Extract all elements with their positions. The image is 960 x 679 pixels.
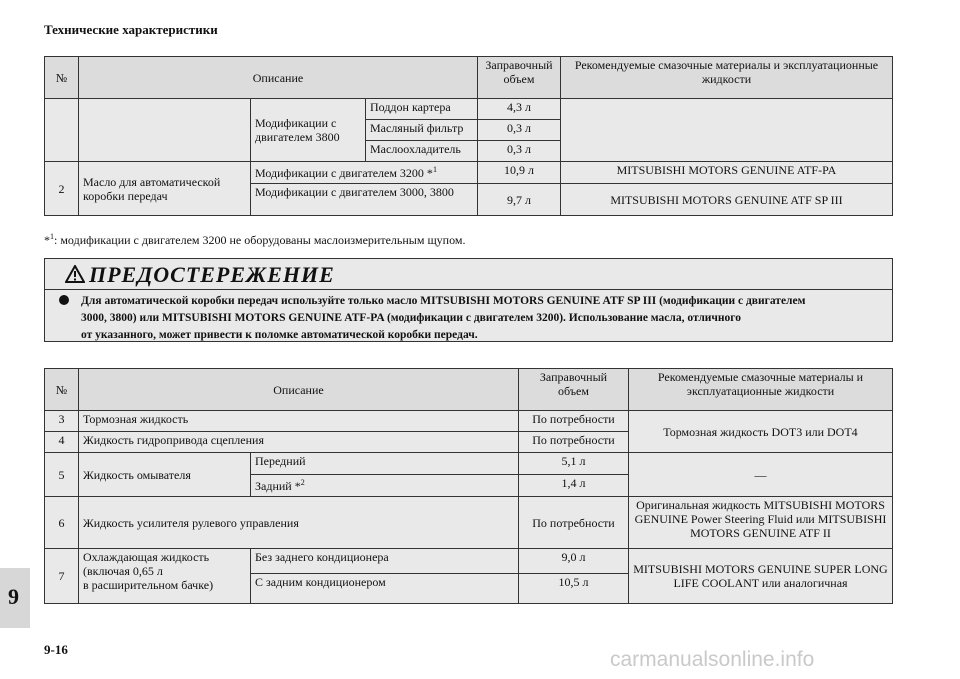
cell-washer-front-volume: 5,1 л: [519, 453, 629, 475]
cell-num-6: 6: [45, 497, 79, 549]
cell-clutch-description: Жидкость гидропривода сцепления: [79, 432, 519, 453]
cell-steering-volume: По потребности: [519, 497, 629, 549]
cell-coolant-description: Охлаждающая жидкость (включая 0,65 л в расширительном бачке): [79, 549, 251, 604]
cell-num-7: 7: [45, 549, 79, 604]
cell-num-5: 5: [45, 453, 79, 497]
footnote-1: *$^1$: модификации с двигателем 3200 не оборудованы маслоизмерительным щупом.: [44, 232, 466, 247]
cell-atf-volume-3000-3800: 9,7 л: [478, 184, 561, 216]
page-header-title: Технические характеристики: [44, 22, 218, 37]
warning-line-1: Для автоматической коробки передач используйте только масло MITSUBISHI MOTORS GENUINE ATF SP III (модификации с двигателем: [81, 295, 806, 307]
cell-steering-description: Жидкость усилителя рулевого управления: [79, 497, 519, 549]
cell-empty-num: [45, 99, 79, 162]
cell-brake-volume: По потребности: [519, 411, 629, 432]
spec-table-fluids: [44, 368, 893, 604]
cell-atf-fluid-pa: MITSUBISHI MOTORS GENUINE ATF-PA: [561, 162, 893, 184]
warning-line-2: 3000, 3800) или MITSUBISHI MOTORS GENUINE ATF-PA (модификации с двигателем 3200). Использование масла, отличного: [81, 312, 741, 324]
cell-num-3: 3: [45, 411, 79, 432]
cell-atf-mod-3000-3800: Модификации с двигателем 3000, 3800: [251, 184, 478, 216]
col-header-volume: Заправочный объем: [478, 57, 561, 99]
cell-steering-fluid: Оригинальная жидкость MITSUBISHI MOTORS GENUINE Power Steering Fluid или MITSUBISHI MOTORS GENUINE ATF II: [629, 497, 893, 549]
cell-atf-fluid-sp3: MITSUBISHI MOTORS GENUINE ATF SP III: [561, 184, 893, 216]
cell-volume-sump: 4,3 л: [478, 99, 561, 120]
cell-coolant-no-rear-ac: Без заднего кондиционера: [251, 549, 519, 574]
cell-coolant-no-rear-ac-volume: 9,0 л: [519, 549, 629, 574]
cell-num-4: 4: [45, 432, 79, 453]
cell-part-sump: Поддон картера: [366, 99, 478, 120]
cell-washer-front: Передний: [251, 453, 519, 475]
col-header-materials: Рекомендуемые смазочные материалы и эксплуатационные жидкости: [561, 57, 893, 99]
cell-brake-fluid: Тормозная жидкость DOT3 или DOT4: [629, 411, 893, 453]
cell-washer-fluid: —: [629, 453, 893, 497]
col-header-volume-2: Заправочный объем: [519, 369, 629, 411]
section-tab: 9: [0, 568, 30, 628]
cell-num-2: 2: [45, 162, 79, 216]
cell-atf-volume-3200: 10,9 л: [478, 162, 561, 184]
cell-coolant-rear-ac-volume: 10,5 л: [519, 574, 629, 604]
warning-title: ПРЕДОСТЕРЕЖЕНИЕ: [89, 262, 335, 287]
spec-table-oil: [44, 56, 893, 216]
cell-atf-mod-3200: Модификации с двигателем 3200 *$^1$: [251, 162, 478, 184]
warning-box: [44, 258, 893, 342]
col-header-description-2: Описание: [79, 369, 519, 411]
cell-washer-rear-volume: 1,4 л: [519, 475, 629, 497]
page-number: 9-16: [44, 642, 68, 657]
cell-brake-description: Тормозная жидкость: [79, 411, 519, 432]
warning-triangle-icon: [65, 265, 85, 288]
bullet-icon: [59, 295, 69, 305]
cell-coolant-fluid: MITSUBISHI MOTORS GENUINE SUPER LONG LIFE COOLANT или аналогичная: [629, 549, 893, 604]
col-header-number-2: №: [45, 369, 79, 411]
cell-volume-filter: 0,3 л: [478, 120, 561, 141]
warning-line-3: от указанного, может привести к поломке автоматической коробки передач.: [81, 329, 478, 341]
col-header-description: Описание: [79, 57, 478, 99]
cell-clutch-volume: По потребности: [519, 432, 629, 453]
cell-part-filter: Масляный фильтр: [366, 120, 478, 141]
cell-washer-rear: Задний *$^2$: [251, 475, 519, 497]
cell-coolant-rear-ac: С задним кондиционером: [251, 574, 519, 604]
cell-engine-3800: Модификации с двигателем 3800: [251, 99, 366, 162]
cell-volume-cooler: 0,3 л: [478, 141, 561, 162]
col-header-materials-2: Рекомендуемые смазочные материалы и эксплуатационные жидкости: [629, 369, 893, 411]
col-header-number: №: [45, 57, 79, 99]
cell-empty-desc: [79, 99, 251, 162]
cell-atf-description: Масло для автоматической коробки передач: [79, 162, 251, 216]
cell-part-cooler: Маслоохладитель: [366, 141, 478, 162]
cell-empty-materials: [561, 99, 893, 162]
watermark: carmanualsonline.info: [610, 648, 815, 671]
cell-washer-description: Жидкость омывателя: [79, 453, 251, 497]
